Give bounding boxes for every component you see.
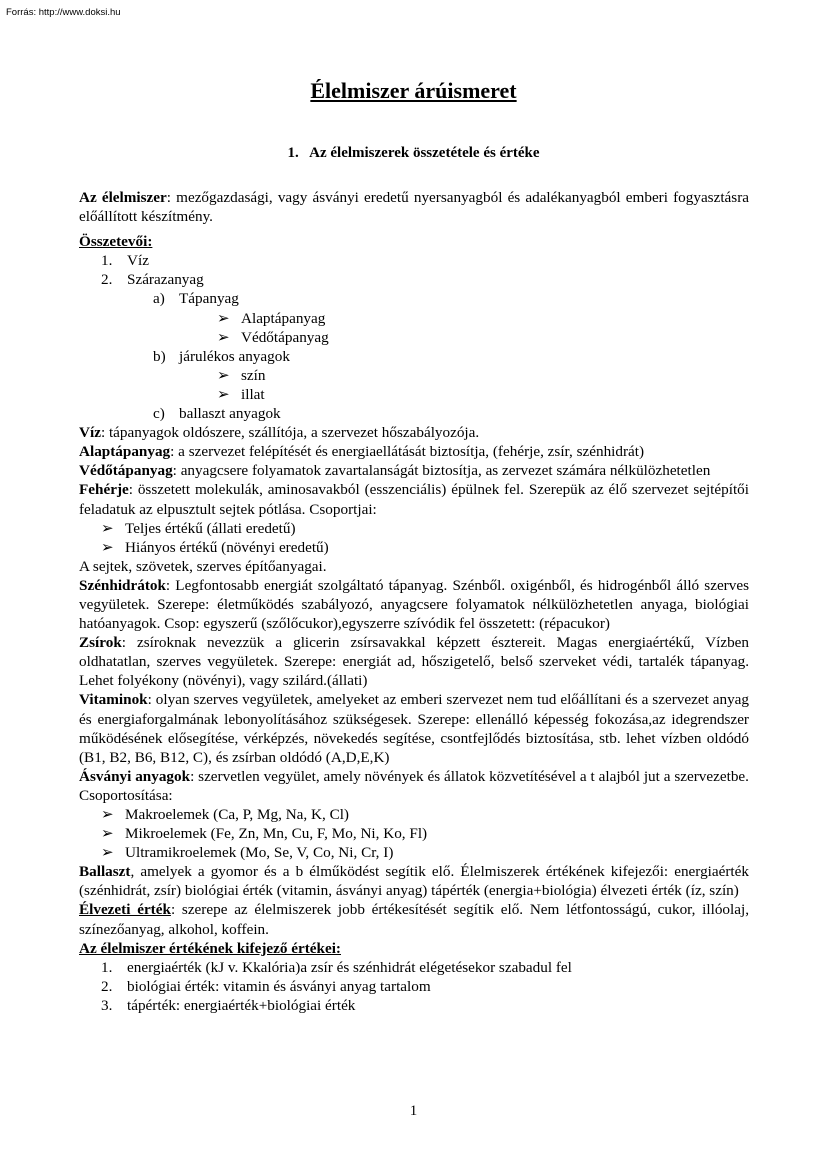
arrow-bullet-icon: ➢ <box>101 844 114 862</box>
definition-term: Az élelmiszer <box>79 189 167 206</box>
bullet-item: ➢ Makroelemek (Ca, P, Mg, Na, K, Cl) <box>101 806 349 823</box>
arrow-bullet-icon: ➢ <box>101 825 114 843</box>
zsir-paragraph: Zsírok: zsíroknak nevezzük a glicerin zsírsavakkal képzett észtereit. Magas energiaértékű, Vízben oldhatatlan, szerves vegyületek. Szerepe: energiát ad, hőszigetelő, belső szerveket védi, tartalék tápanyag. Lehet folyékony (növényi), vagy szilárd.(állati) <box>79 634 749 690</box>
arrow-bullet-icon: ➢ <box>217 366 230 384</box>
viz-paragraph: Víz: tápanyagok oldószere, szállítója, a szervezet hőszabályozója. <box>79 424 480 442</box>
szenhidrat-paragraph: Szénhidrátok: Legfontosabb energiát szolgáltató tápanyag. Szénből. oxigénből, és hidrogénből álló szerves vegyületek. Szerepe: életműködés szabályozó, anyagcsere folyamatok nélkülözhetetlen anyaga, biológiai hatóanyagok. Csop: egyszerű (szőlőcukor),egyszerre szívódik fel összetett: (répacukor) <box>79 576 749 633</box>
section-title: Az élelmiszerek összetétele és értéke <box>309 145 540 161</box>
bullet-item: ➢ Ultramikroelemek (Mo, Se, V, Co, Ni, Cr, I) <box>101 844 394 862</box>
bullet-item: ➢ szín <box>217 366 266 384</box>
bullet-item: ➢ Alaptápanyag <box>217 309 326 327</box>
definition-paragraph <box>79 188 749 226</box>
vitamin-paragraph: Vitaminok: olyan szerves vegyületek, amelyeket az emberi szervezet nem tud előállítani és a szervezet anyag és energiaforgalmának lebonyolításához szükségesek. Szerepe: ellenálló képesség fokozása,az idegrendszer működésének elősegítése, vérképzés, növekedés segítése, csontfejlődés biztosítása, stb. lehet vízben oldódó (B1, B2, B6, B12, C), és zsírban oldódó (A,D,E,K) <box>79 691 749 766</box>
list-item: a) Tápanyag <box>153 290 239 308</box>
components-heading: Összetevői: <box>79 233 153 251</box>
bullet-item: ➢ Teljes értékű (állati eredetű) <box>101 519 296 537</box>
section-heading <box>0 145 827 162</box>
bullet-item: ➢ Védőtápanyag <box>217 328 329 346</box>
arrow-bullet-icon: ➢ <box>101 519 114 537</box>
feherje-paragraph: Fehérje: összetett molekulák, aminosavakból (esszenciális) épülnek fel. Szerepük az élő szervezet sejtépítői feladatuk az elpusztult sejtek pótlása. Csoportjai: <box>79 481 749 518</box>
list-item: 1. Víz <box>101 252 149 270</box>
asvanyi-paragraph: Ásványi anyagok: szervetlen vegyület, amely növények és állatok közvetítésével a t alajból jut a szervezetbe. Csoportosítása: <box>79 767 749 804</box>
list-item: 2. Szárazanyag <box>101 271 204 289</box>
ballaszt-paragraph: Ballaszt, amelyek a gyomor és a b élműködést segítik elő. Élelmiszerek értékének kifejezői: energiaérték (szénhidrát, zsír) biológiai érték (vitamin, ásványi anyag) tápérték (energia+biológia) élvezeti érték (íz, szín) <box>79 863 749 900</box>
bullet-item: ➢ Hiányos értékű (növényi eredetű) <box>101 538 329 556</box>
definition-text: : mezőgazdasági, vagy ásványi eredetű nyersanyagból és adalékanyagból emberi fogyasztásra előállított készítmény. <box>79 189 750 226</box>
arrow-bullet-icon: ➢ <box>101 806 114 823</box>
arrow-bullet-icon: ➢ <box>217 385 230 403</box>
list-item: 2. biológiai érték: vitamin és ásványi anyag tartalom <box>101 977 431 995</box>
bullet-item: ➢ illat <box>217 385 265 403</box>
ertek-heading: Az élelmiszer értékének kifejező értékei: <box>79 939 341 957</box>
source-line: Forrás: http://www.doksi.hu <box>6 7 121 18</box>
list-item: c) ballaszt anyagok <box>153 405 281 423</box>
alaptapanyag-paragraph: Alaptápanyag: a szervezet felépítését és energiaellátását biztosítja, (fehérje, zsír, szénhidrát) <box>79 443 645 461</box>
arrow-bullet-icon: ➢ <box>217 309 230 327</box>
elvezeti-paragraph: Élvezeti érték: szerepe az élelmiszerek jobb értékesítését segítik elő. Nem létfontosságú, cukor, illóolaj, színezőanyag, alkohol, koffein. <box>79 901 749 938</box>
list-item: 1. energiaérték (kJ v. Kkalória)a zsír és szénhidrát elégetésekor szabadul fel <box>101 958 572 976</box>
bullet-item: ➢ Mikroelemek (Fe, Zn, Mn, Cu, F, Mo, Ni, Ko, Fl) <box>101 825 428 843</box>
section-number: 1. <box>287 145 299 161</box>
page-title: Élelmiszer árúismeret <box>310 78 517 103</box>
list-item: 3. tápérték: energiaérték+biológiai érték <box>101 996 356 1014</box>
list-item: b) járulékos anyagok <box>153 347 290 365</box>
page-number: 1 <box>409 1103 418 1119</box>
arrow-bullet-icon: ➢ <box>101 538 114 556</box>
document-body <box>79 188 749 1015</box>
feherje-after: A sejtek, szövetek, szerves építőanyagai. <box>79 557 327 575</box>
arrow-bullet-icon: ➢ <box>217 328 230 346</box>
vedotapanyag-paragraph: Védőtápanyag: anyagcsere folyamatok zavartalanságát biztosítja, as zervezet számára nélkülözhetetlen <box>79 462 711 480</box>
